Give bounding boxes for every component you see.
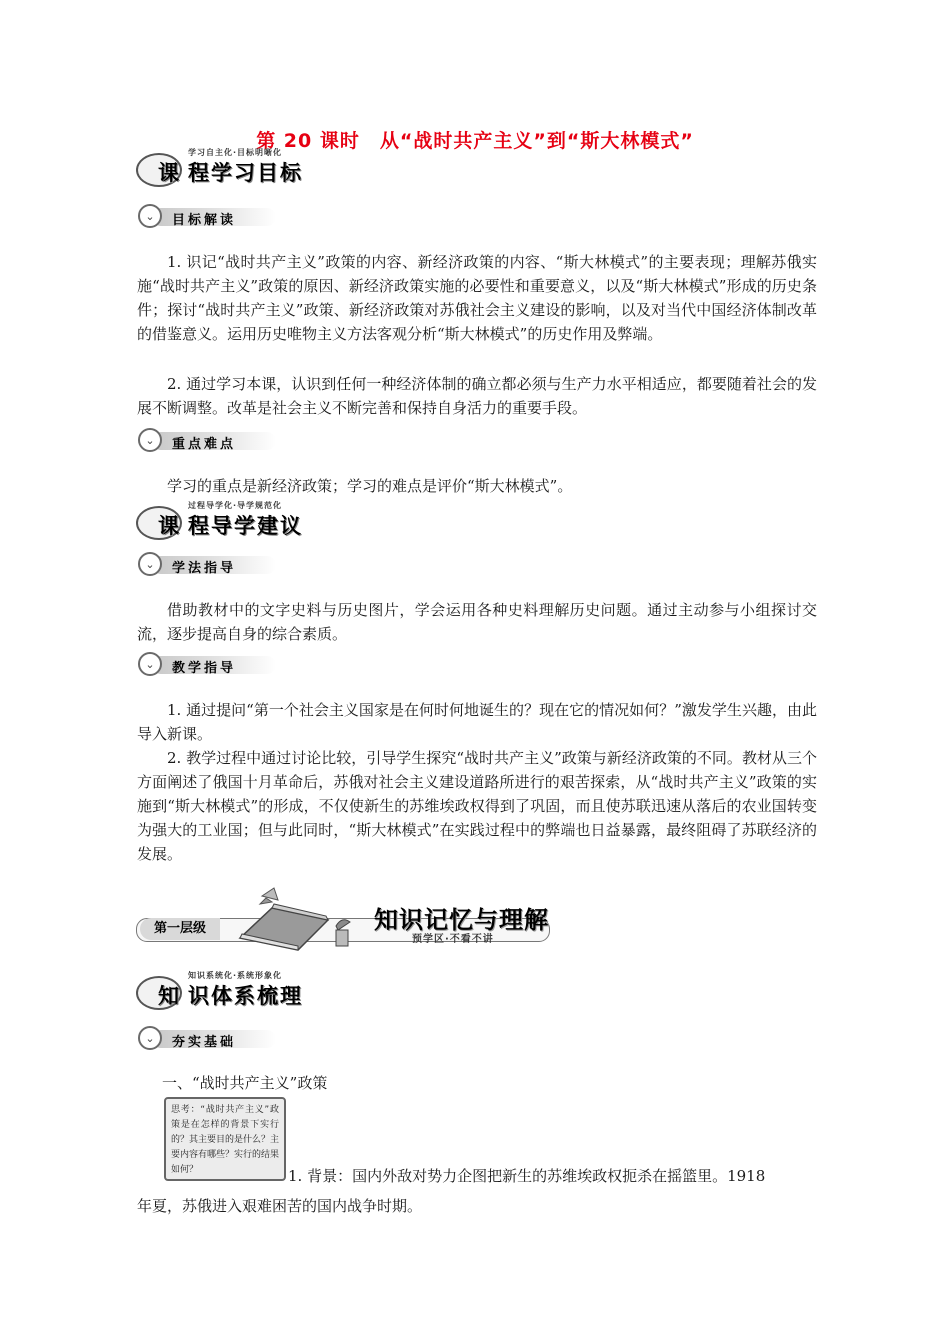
teaching-paragraph-2: 2. 教学过程中通过讨论比较，引导学生探究“战时共产主义”政策与新经济政策的不同。教材从三个方面阐述了俄国十月革命后，苏俄对社会主义建设道路所进行的艰苦探索，从“战时共产主义”政策的实施到“斯大林模式”的形成，不仅使新生的苏维埃政权得到了巩固，而且使苏联迅速从落后的农业国转变为强大的工业国；但与此同时，“斯大林模式”在实践过程中的弊端也日益暴露，最终阻碍了苏联经济的发展。 (137, 749, 817, 863)
subheading-goal-reading (138, 204, 278, 230)
think-note-box: 思考：“战时共产主义”政策是在怎样的背景下实行的？其主要目的是什么？主要内容有哪些？实行的结果如何？ (164, 1097, 286, 1181)
chevron-down-icon: ⌄ (138, 552, 162, 576)
level-tag: 第一层级 (140, 918, 220, 940)
banner-tagline: 过程导学化·导学规范化 (188, 501, 283, 510)
subheading-teaching (138, 652, 278, 678)
subheading-label: 重点难点 (172, 437, 237, 452)
subheading-label: 教学指导 (172, 661, 237, 676)
method-paragraph: 借助教材中的文字史料与历史图片，学会运用各种史料理解历史问题。通过主动参与小组探讨交流，逐步提高自身的综合素质。 (137, 601, 817, 643)
chevron-down-icon: ⌄ (138, 652, 162, 676)
chevron-down-icon: ⌄ (138, 428, 162, 452)
chevron-down-icon: ⌄ (138, 1026, 162, 1050)
page-title: 第 20 课时 从“战时共产主义”到“斯大林模式” (256, 130, 694, 152)
section-banner-course-guidance (136, 500, 376, 550)
subheading-label: 学法指导 (172, 561, 237, 576)
banner-initial: 课 (158, 514, 180, 538)
subheading-label: 目标解读 (172, 213, 237, 228)
key-points-paragraph: 学习的重点是新经济政策；学习的难点是评价“斯大林模式”。 (167, 477, 573, 495)
background-text-line-2: 年夏，苏俄进入艰难困苦的国内战争时期。 (137, 1197, 423, 1215)
level-subtitle: 预学区·不看不讲 (412, 934, 494, 945)
banner-title: 程导学建议 (188, 514, 303, 538)
subheading-key-points (138, 428, 278, 454)
banner-initial: 课 (158, 161, 180, 185)
level-title: 知识记忆与理解 (374, 906, 549, 934)
chevron-down-icon: ⌄ (138, 204, 162, 228)
teaching-paragraph-1: 1. 通过提问“第一个社会主义国家是在何时何地诞生的？现在它的情况如何？”激发学生兴趣，由此导入新课。 (137, 701, 817, 743)
subheading-basics (138, 1026, 278, 1052)
subheading-label: 夯实基础 (172, 1035, 237, 1050)
goal-paragraph-1: 1. 识记“战时共产主义”政策的内容、新经济政策的内容、“斯大林模式”的主要表现；理解苏俄实施“战时共产主义”政策的原因、新经济政策实施的必要性和重要意义，以及“斯大林模式”形成的历史条件；探讨“战时共产主义”政策、新经济政策对苏俄社会主义建设的影响，以及对当代中国经济体制改革的借鉴意义。运用历史唯物主义方法客观分析“斯大林模式”的历史作用及弊端。 (137, 253, 817, 343)
banner-initial: 知 (158, 984, 180, 1008)
level-banner (136, 872, 552, 952)
section-heading-war-communism: 一、“战时共产主义”政策 (162, 1074, 328, 1092)
background-text-line-1: 1. 背景：国内外敌对势力企图把新生的苏维埃政权扼杀在摇篮里。1918 (288, 1167, 766, 1185)
section-banner-knowledge-system (136, 970, 376, 1020)
goal-paragraph-2: 2. 通过学习本课，认识到任何一种经济体制的确立都必须与生产力水平相适应，都要随着社会的发展不断调整。改革是社会主义不断完善和保持自身活力的重要手段。 (137, 375, 817, 417)
subheading-method (138, 552, 278, 578)
banner-title: 程学习目标 (188, 161, 303, 185)
banner-tagline: 知识系统化·系统形象化 (188, 971, 283, 980)
book-butterfly-icon (232, 886, 362, 952)
banner-title: 识体系梳理 (188, 984, 303, 1008)
banner-tagline: 学习自主化·目标明晰化 (188, 148, 283, 157)
section-banner-course-goals (136, 147, 376, 197)
